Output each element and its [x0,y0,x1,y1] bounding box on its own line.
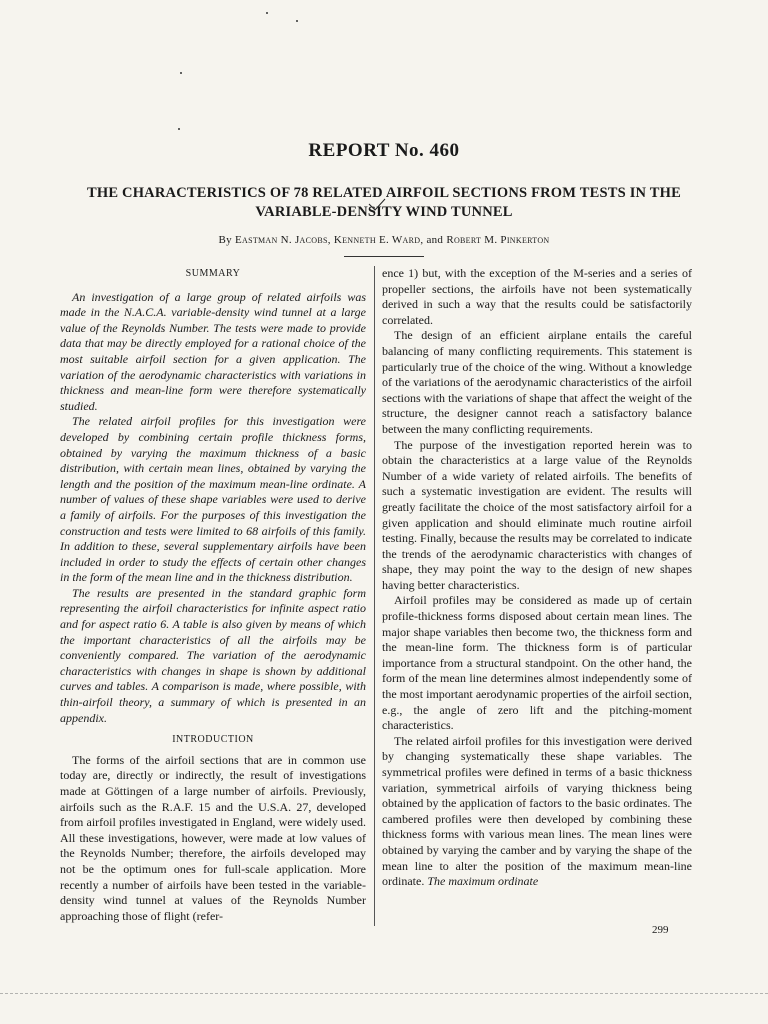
right-column [382,266,692,890]
scan-speck [296,20,298,22]
scan-speck [178,128,180,130]
authors-prefix: By [218,234,232,246]
scan-speck [180,72,182,74]
summary-paragraph: An investigation of a large group of related airfoils was made in the N.A.C.A. variable-density wind tunnel at a large value of the Reynolds Number. The tests were made to provide data that may be directly employed for a rational choice of the most suitable airfoil section for a given application. The variation of the aerodynamic characteristics with variations in thickness and mean-line form were therefore systematically studied. [60,289,366,413]
left-column [60,266,366,924]
author-name: Robert M. Pinkerton [446,234,550,246]
report-number: REPORT No. 460 [308,140,460,161]
introduction-paragraph-continued: ence 1) but, with the exception of the M-series and a series of propeller sections, the airfoils have not been systematically derived in such a way that the results could be satisfactorily correlated. [382,266,692,327]
introduction-paragraph: The purpose of the investigation reported herein was to obtain the characteristics at a large value of the Reynolds Number of a wide variety of related airfoils. The benefits of such a systematic investigation are evident. The results will greatly facilitate the choice of the most satisfactory airfoil for a given application and should eliminate much routine airfoil testing. Finally, because the results may be correlated to indicate the trends of the aerodynamic characteristics with changes of shape, they may point the way to the design of new shapes having better characteristics. [382,437,692,592]
scan-bottom-artifact-line [0,993,768,994]
introduction-paragraph-italic-text: The maximum ordinate [427,874,539,889]
scan-speck [266,12,268,14]
introduction-paragraph: Airfoil profiles may be considered as made up of certain profile-thickness forms disposed about certain mean lines. The major shape variables then become two, the thickness form and the mean-line form. The thickness form is of particular importance from a structural standpoint. On the other hand, the form of the mean line determines almost independently some of the most important aerodynamic properties of the airfoil section, e.g., the angle of zero lift and the pitching-moment characteristics. [382,593,692,733]
handwritten-check-mark [368,198,386,212]
title-divider-rule [344,256,424,257]
column-divider [374,266,375,926]
author-name: Kenneth E. Ward, [333,234,424,246]
paper-title-line-2: VARIABLE-DENSITY WIND TUNNEL [255,204,513,220]
author-name: Eastman N. Jacobs, [234,234,331,246]
author-line [40,234,728,246]
paper-title-line-1: THE CHARACTERISTICS OF 78 RELATED AIRFOIL SECTIONS FROM TESTS IN THE [86,185,682,201]
authors-conjunction: and [426,234,444,246]
introduction-paragraph: The forms of the airfoil sections that are in common use today are, directly or indirectly, the result of investigations made at Göttingen of a large number of airfoils. Previously, airfoils such as the R.A.F. 15 and the U.S.A. 27, developed from airfoil profiles investigated in England, were widely used. All these investigations, however, were made at low values of the Reynolds Number; therefore, the airfoils developed may not be the optimum ones for full-scale application. More recently a number of airfoils have been tested in the variable-density wind tunnel at values of the Reynolds Number approaching those of flight (refer- [60,752,366,923]
introduction-paragraph [382,734,692,890]
summary-paragraph: The results are presented in the standard graphic form representing the airfoil characteristics for infinite aspect ratio and for aspect ratio 6. A table is also given by means of which the important characteristics of all the airfoils may be conveniently compared. The variation of the aerodynamic characteristics with changes in shape is shown by additional curves and tables. A comparison is made, where possible, with thin-airfoil theory, a summary of which is presented in an appendix. [60,585,366,725]
summary-heading: SUMMARY [185,268,241,279]
summary-paragraph: The related airfoil profiles for this investigation were developed by combining certain profile thickness forms, obtained by varying the maximum thickness of a basic distribution, with certain mean lines, obtained by varying the length and the position of the maximum mean-line ordinate. A number of values of these shape variables were used to derive a family of airfoils. For the purposes of this investigation the construction and tests were limited to 68 airfoils of this family. In addition to these, several supplementary airfoils have been included in order to study the effects of certain other changes in the form of the mean line and in the thickness distribution. [60,414,366,585]
page-number: 299 [652,924,669,936]
introduction-paragraph: The design of an efficient airplane entails the careful balancing of many conflicting requirements. This statement is particularly true of the choice of the wing. Without a knowledge of the variations of the aerodynamic characteristics of the airfoil sections with the variations of shape that affect the weight of the structure, the designer cannot reach a satisfactory balance between the many conflicting requirements. [382,328,692,436]
introduction-paragraph-text: The related airfoil profiles for this investigation were derived by changing systematically these shape variables. The symmetrical profiles were defined in terms of a basic thickness variation, symmetrical airfoils of varying thickness being obtained by the application of factors to the basic ordinates. The cambered profiles were then developed by combining these thickness forms with various mean lines. The mean lines were obtained by varying the camber and by varying the shape of the mean line to alter the position of the maximum mean-line ordinate. [382,733,692,889]
introduction-heading: INTRODUCTION [172,734,254,746]
